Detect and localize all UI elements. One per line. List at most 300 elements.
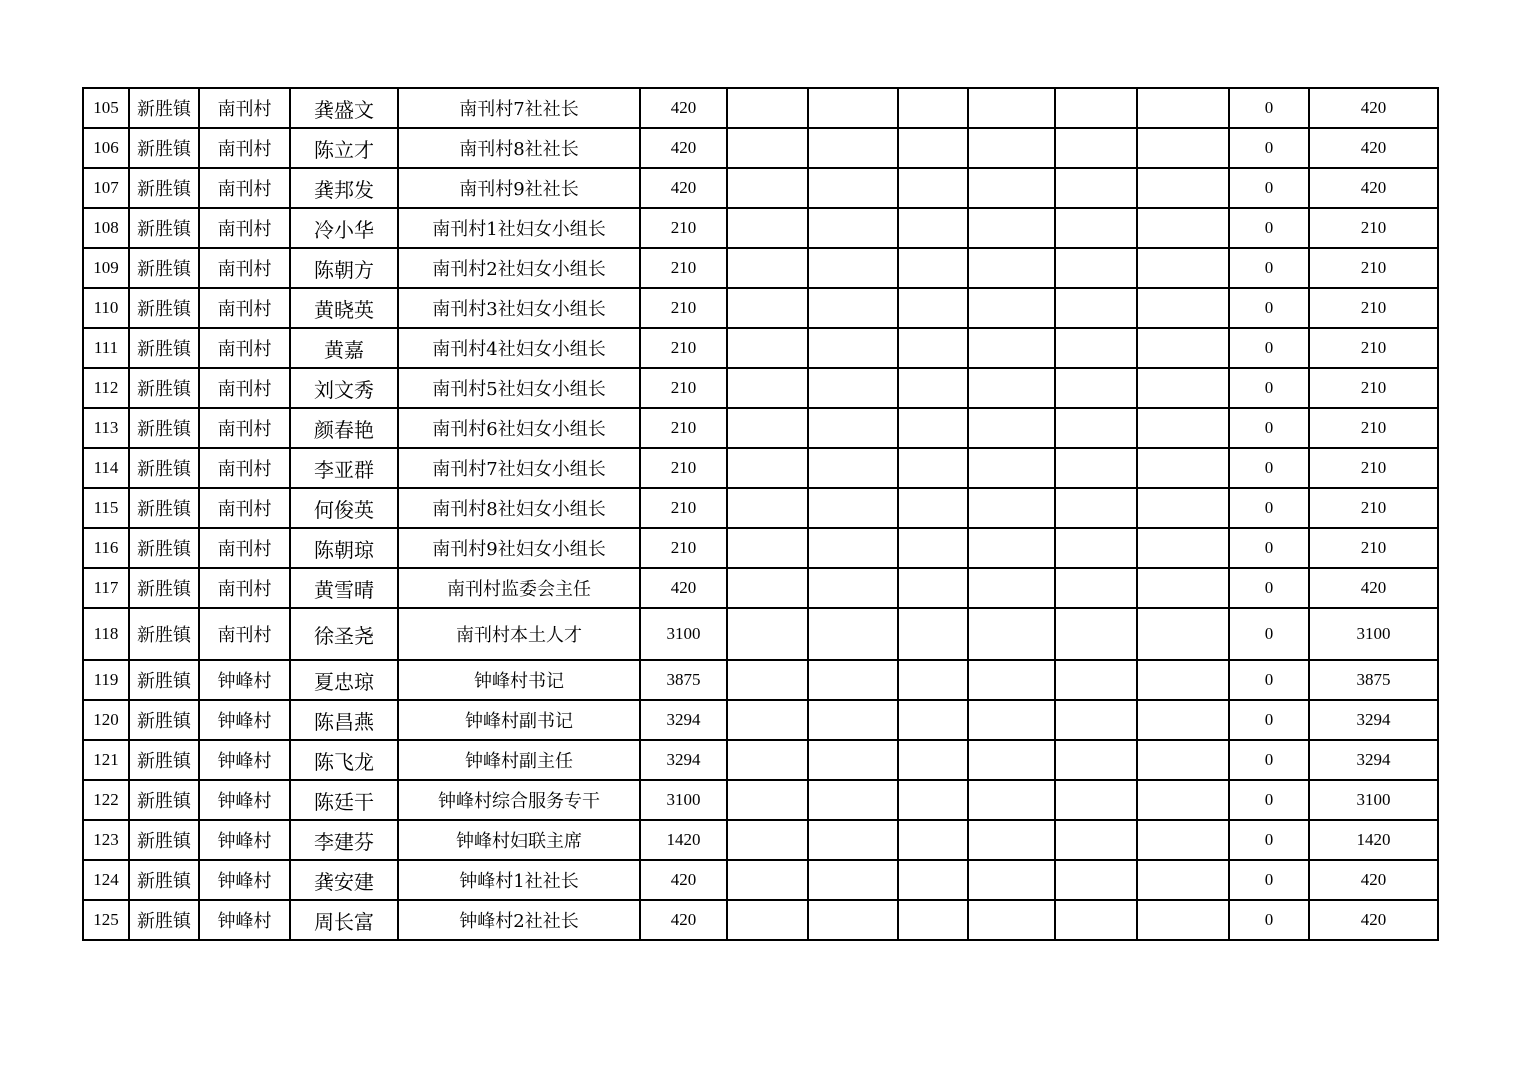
cell-index[interactable]: 119 [83,660,129,700]
cell-blank-10[interactable] [968,860,1055,900]
cell-blank-12[interactable] [1137,528,1229,568]
cell-index[interactable]: 112 [83,368,129,408]
cell-blank-11[interactable] [1055,248,1137,288]
cell-blank-9[interactable] [898,568,968,608]
cell-position[interactable]: 钟峰村1社社长 [398,860,640,900]
cell-blank-11[interactable] [1055,608,1137,660]
cell-position[interactable]: 钟峰村副主任 [398,740,640,780]
cell-blank-12[interactable] [1137,488,1229,528]
cell-deduction[interactable]: 0 [1229,900,1309,940]
cell-blank-8[interactable] [808,288,898,328]
cell-blank-11[interactable] [1055,448,1137,488]
cell-blank-9[interactable] [898,608,968,660]
cell-blank-9[interactable] [898,288,968,328]
cell-blank-11[interactable] [1055,820,1137,860]
cell-person-name[interactable]: 刘文秀 [290,368,398,408]
cell-total[interactable]: 420 [1309,88,1438,128]
table-row [83,368,1438,408]
data-table [82,87,1439,941]
cell-index[interactable]: 113 [83,408,129,448]
cell-village[interactable]: 钟峰村 [199,740,290,780]
cell-blank-12[interactable] [1137,208,1229,248]
cell-blank-8[interactable] [808,900,898,940]
cell-person-name[interactable]: 徐圣尧 [290,608,398,660]
table-row [83,860,1438,900]
table-row [83,288,1438,328]
cell-person-name[interactable]: 龚安建 [290,860,398,900]
cell-position[interactable]: 南刊村9社妇女小组长 [398,528,640,568]
cell-deduction[interactable]: 0 [1229,168,1309,208]
cell-blank-7[interactable] [727,528,808,568]
cell-person-name[interactable]: 龚盛文 [290,88,398,128]
cell-deduction[interactable]: 0 [1229,700,1309,740]
cell-village[interactable]: 钟峰村 [199,700,290,740]
cell-person-name[interactable]: 李亚群 [290,448,398,488]
cell-position[interactable]: 钟峰村综合服务专干 [398,780,640,820]
cell-blank-11[interactable] [1055,700,1137,740]
cell-blank-11[interactable] [1055,128,1137,168]
cell-blank-12[interactable] [1137,448,1229,488]
cell-blank-7[interactable] [727,900,808,940]
table-row [83,448,1438,488]
cell-village[interactable]: 钟峰村 [199,780,290,820]
cell-town[interactable]: 新胜镇 [129,820,199,860]
cell-deduction[interactable]: 0 [1229,568,1309,608]
cell-deduction[interactable]: 0 [1229,780,1309,820]
cell-amount[interactable]: 3294 [640,700,727,740]
cell-total[interactable]: 210 [1309,408,1438,448]
cell-blank-11[interactable] [1055,740,1137,780]
cell-person-name[interactable]: 夏忠琼 [290,660,398,700]
cell-blank-10[interactable] [968,288,1055,328]
cell-index[interactable]: 115 [83,488,129,528]
cell-blank-10[interactable] [968,168,1055,208]
cell-village[interactable]: 南刊村 [199,408,290,448]
cell-blank-8[interactable] [808,168,898,208]
cell-amount[interactable]: 420 [640,900,727,940]
cell-town[interactable]: 新胜镇 [129,700,199,740]
cell-town[interactable]: 新胜镇 [129,568,199,608]
cell-blank-8[interactable] [808,368,898,408]
cell-village[interactable]: 南刊村 [199,448,290,488]
cell-village[interactable]: 钟峰村 [199,820,290,860]
cell-person-name[interactable]: 黄嘉 [290,328,398,368]
cell-village[interactable]: 南刊村 [199,88,290,128]
cell-deduction[interactable]: 0 [1229,288,1309,328]
cell-deduction[interactable]: 0 [1229,740,1309,780]
cell-town[interactable]: 新胜镇 [129,168,199,208]
cell-blank-12[interactable] [1137,288,1229,328]
cell-blank-11[interactable] [1055,660,1137,700]
cell-blank-7[interactable] [727,568,808,608]
cell-blank-9[interactable] [898,88,968,128]
cell-position[interactable]: 南刊村7社妇女小组长 [398,448,640,488]
cell-blank-7[interactable] [727,368,808,408]
cell-blank-9[interactable] [898,820,968,860]
cell-town[interactable]: 新胜镇 [129,900,199,940]
cell-amount[interactable]: 210 [640,288,727,328]
cell-blank-7[interactable] [727,700,808,740]
cell-blank-10[interactable] [968,900,1055,940]
cell-blank-8[interactable] [808,528,898,568]
cell-blank-8[interactable] [808,408,898,448]
cell-index[interactable]: 111 [83,328,129,368]
cell-town[interactable]: 新胜镇 [129,128,199,168]
cell-total[interactable]: 210 [1309,288,1438,328]
cell-position[interactable]: 钟峰村妇联主席 [398,820,640,860]
cell-town[interactable]: 新胜镇 [129,328,199,368]
cell-blank-11[interactable] [1055,568,1137,608]
cell-blank-10[interactable] [968,248,1055,288]
cell-total[interactable]: 420 [1309,128,1438,168]
cell-blank-11[interactable] [1055,900,1137,940]
cell-person-name[interactable]: 周长富 [290,900,398,940]
cell-village[interactable]: 南刊村 [199,128,290,168]
cell-town[interactable]: 新胜镇 [129,208,199,248]
cell-blank-9[interactable] [898,488,968,528]
cell-person-name[interactable]: 冷小华 [290,208,398,248]
cell-blank-10[interactable] [968,700,1055,740]
cell-blank-8[interactable] [808,780,898,820]
cell-position[interactable]: 钟峰村书记 [398,660,640,700]
cell-index[interactable]: 108 [83,208,129,248]
cell-amount[interactable]: 210 [640,488,727,528]
cell-blank-8[interactable] [808,608,898,660]
cell-index[interactable]: 110 [83,288,129,328]
cell-blank-7[interactable] [727,408,808,448]
cell-total[interactable]: 420 [1309,568,1438,608]
cell-total[interactable]: 1420 [1309,820,1438,860]
cell-blank-11[interactable] [1055,368,1137,408]
cell-village[interactable]: 南刊村 [199,528,290,568]
cell-blank-7[interactable] [727,488,808,528]
cell-position[interactable]: 南刊村监委会主任 [398,568,640,608]
cell-blank-9[interactable] [898,128,968,168]
cell-deduction[interactable]: 0 [1229,820,1309,860]
cell-person-name[interactable]: 黄雪晴 [290,568,398,608]
cell-person-name[interactable]: 黄晓英 [290,288,398,328]
cell-deduction[interactable]: 0 [1229,488,1309,528]
cell-person-name[interactable]: 陈朝方 [290,248,398,288]
cell-town[interactable]: 新胜镇 [129,248,199,288]
cell-total[interactable]: 3875 [1309,660,1438,700]
cell-index[interactable]: 120 [83,700,129,740]
cell-blank-11[interactable] [1055,860,1137,900]
cell-blank-7[interactable] [727,208,808,248]
cell-blank-7[interactable] [727,780,808,820]
cell-total[interactable]: 3100 [1309,780,1438,820]
cell-position[interactable]: 南刊村2社妇女小组长 [398,248,640,288]
cell-blank-9[interactable] [898,168,968,208]
cell-town[interactable]: 新胜镇 [129,448,199,488]
cell-deduction[interactable]: 0 [1229,660,1309,700]
cell-amount[interactable]: 210 [640,328,727,368]
cell-total[interactable]: 3294 [1309,700,1438,740]
cell-person-name[interactable]: 何俊英 [290,488,398,528]
cell-blank-7[interactable] [727,660,808,700]
cell-blank-10[interactable] [968,568,1055,608]
cell-blank-11[interactable] [1055,328,1137,368]
cell-person-name[interactable]: 陈廷干 [290,780,398,820]
cell-amount[interactable]: 420 [640,568,727,608]
cell-blank-9[interactable] [898,328,968,368]
cell-blank-8[interactable] [808,208,898,248]
cell-village[interactable]: 南刊村 [199,368,290,408]
cell-blank-11[interactable] [1055,408,1137,448]
cell-index[interactable]: 107 [83,168,129,208]
cell-total[interactable]: 210 [1309,328,1438,368]
cell-village[interactable]: 钟峰村 [199,660,290,700]
cell-blank-12[interactable] [1137,820,1229,860]
cell-blank-7[interactable] [727,860,808,900]
cell-blank-9[interactable] [898,248,968,288]
cell-town[interactable]: 新胜镇 [129,608,199,660]
cell-person-name[interactable]: 龚邦发 [290,168,398,208]
cell-amount[interactable]: 210 [640,448,727,488]
cell-blank-8[interactable] [808,568,898,608]
cell-blank-7[interactable] [727,448,808,488]
cell-blank-9[interactable] [898,700,968,740]
cell-village[interactable]: 南刊村 [199,168,290,208]
cell-total[interactable]: 3100 [1309,608,1438,660]
cell-town[interactable]: 新胜镇 [129,368,199,408]
cell-blank-12[interactable] [1137,740,1229,780]
cell-index[interactable]: 122 [83,780,129,820]
cell-total[interactable]: 210 [1309,208,1438,248]
cell-amount[interactable]: 3875 [640,660,727,700]
cell-blank-8[interactable] [808,740,898,780]
cell-blank-10[interactable] [968,448,1055,488]
cell-blank-9[interactable] [898,408,968,448]
cell-village[interactable]: 南刊村 [199,208,290,248]
cell-total[interactable]: 210 [1309,368,1438,408]
cell-index[interactable]: 105 [83,88,129,128]
cell-deduction[interactable]: 0 [1229,448,1309,488]
cell-amount[interactable]: 210 [640,208,727,248]
cell-position[interactable]: 南刊村3社妇女小组长 [398,288,640,328]
cell-total[interactable]: 3294 [1309,740,1438,780]
cell-blank-8[interactable] [808,660,898,700]
cell-blank-8[interactable] [808,248,898,288]
cell-blank-8[interactable] [808,820,898,860]
cell-amount[interactable]: 420 [640,128,727,168]
cell-amount[interactable]: 210 [640,368,727,408]
cell-blank-12[interactable] [1137,168,1229,208]
cell-position[interactable]: 南刊村本土人才 [398,608,640,660]
cell-village[interactable]: 钟峰村 [199,900,290,940]
cell-deduction[interactable]: 0 [1229,608,1309,660]
cell-person-name[interactable]: 陈昌燕 [290,700,398,740]
cell-total[interactable]: 420 [1309,900,1438,940]
cell-amount[interactable]: 210 [640,248,727,288]
cell-amount[interactable]: 1420 [640,820,727,860]
cell-blank-9[interactable] [898,368,968,408]
cell-blank-11[interactable] [1055,780,1137,820]
cell-blank-7[interactable] [727,248,808,288]
cell-blank-7[interactable] [727,608,808,660]
cell-village[interactable]: 南刊村 [199,568,290,608]
cell-village[interactable]: 南刊村 [199,248,290,288]
cell-blank-10[interactable] [968,820,1055,860]
cell-deduction[interactable]: 0 [1229,408,1309,448]
cell-town[interactable]: 新胜镇 [129,288,199,328]
cell-blank-7[interactable] [727,740,808,780]
table-row [83,168,1438,208]
cell-blank-8[interactable] [808,448,898,488]
cell-blank-10[interactable] [968,608,1055,660]
cell-position[interactable]: 南刊村8社妇女小组长 [398,488,640,528]
cell-blank-11[interactable] [1055,168,1137,208]
cell-blank-12[interactable] [1137,128,1229,168]
cell-blank-10[interactable] [968,660,1055,700]
cell-blank-12[interactable] [1137,608,1229,660]
cell-blank-12[interactable] [1137,408,1229,448]
cell-amount[interactable]: 420 [640,168,727,208]
cell-blank-8[interactable] [808,700,898,740]
cell-deduction[interactable]: 0 [1229,248,1309,288]
cell-position[interactable]: 钟峰村2社社长 [398,900,640,940]
cell-amount[interactable]: 210 [640,408,727,448]
cell-index[interactable]: 106 [83,128,129,168]
cell-deduction[interactable]: 0 [1229,860,1309,900]
cell-blank-7[interactable] [727,328,808,368]
cell-total[interactable]: 210 [1309,488,1438,528]
cell-index[interactable]: 121 [83,740,129,780]
cell-blank-10[interactable] [968,780,1055,820]
cell-deduction[interactable]: 0 [1229,368,1309,408]
cell-town[interactable]: 新胜镇 [129,408,199,448]
cell-position[interactable]: 南刊村1社妇女小组长 [398,208,640,248]
cell-position[interactable]: 南刊村6社妇女小组长 [398,408,640,448]
cell-blank-12[interactable] [1137,900,1229,940]
cell-index[interactable]: 109 [83,248,129,288]
cell-blank-7[interactable] [727,168,808,208]
cell-amount[interactable]: 3100 [640,780,727,820]
cell-position[interactable]: 南刊村8社社长 [398,128,640,168]
cell-blank-10[interactable] [968,328,1055,368]
cell-position[interactable]: 南刊村5社妇女小组长 [398,368,640,408]
cell-index[interactable]: 125 [83,900,129,940]
cell-blank-7[interactable] [727,88,808,128]
cell-blank-9[interactable] [898,860,968,900]
cell-deduction[interactable]: 0 [1229,328,1309,368]
cell-amount[interactable]: 3100 [640,608,727,660]
cell-deduction[interactable]: 0 [1229,528,1309,568]
cell-blank-9[interactable] [898,900,968,940]
cell-town[interactable]: 新胜镇 [129,528,199,568]
cell-blank-9[interactable] [898,740,968,780]
cell-blank-12[interactable] [1137,860,1229,900]
cell-person-name[interactable]: 陈朝琼 [290,528,398,568]
cell-blank-9[interactable] [898,448,968,488]
cell-town[interactable]: 新胜镇 [129,88,199,128]
cell-person-name[interactable]: 颜春艳 [290,408,398,448]
cell-village[interactable]: 钟峰村 [199,860,290,900]
cell-amount[interactable]: 420 [640,88,727,128]
cell-blank-8[interactable] [808,860,898,900]
cell-blank-11[interactable] [1055,208,1137,248]
cell-blank-12[interactable] [1137,368,1229,408]
cell-blank-8[interactable] [808,128,898,168]
cell-blank-11[interactable] [1055,488,1137,528]
cell-position[interactable]: 南刊村4社妇女小组长 [398,328,640,368]
cell-deduction[interactable]: 0 [1229,128,1309,168]
cell-blank-12[interactable] [1137,660,1229,700]
cell-town[interactable]: 新胜镇 [129,780,199,820]
cell-blank-8[interactable] [808,88,898,128]
cell-amount[interactable]: 3294 [640,740,727,780]
cell-amount[interactable]: 420 [640,860,727,900]
cell-blank-10[interactable] [968,88,1055,128]
cell-town[interactable]: 新胜镇 [129,740,199,780]
cell-blank-11[interactable] [1055,288,1137,328]
cell-blank-9[interactable] [898,660,968,700]
cell-index[interactable]: 123 [83,820,129,860]
cell-person-name[interactable]: 陈飞龙 [290,740,398,780]
cell-blank-10[interactable] [968,740,1055,780]
cell-blank-12[interactable] [1137,328,1229,368]
cell-index[interactable]: 124 [83,860,129,900]
cell-blank-8[interactable] [808,488,898,528]
cell-town[interactable]: 新胜镇 [129,860,199,900]
cell-deduction[interactable]: 0 [1229,208,1309,248]
cell-blank-10[interactable] [968,408,1055,448]
cell-deduction[interactable]: 0 [1229,88,1309,128]
cell-town[interactable]: 新胜镇 [129,488,199,528]
cell-index[interactable]: 114 [83,448,129,488]
cell-blank-10[interactable] [968,128,1055,168]
cell-total[interactable]: 420 [1309,860,1438,900]
cell-village[interactable]: 南刊村 [199,328,290,368]
cell-blank-8[interactable] [808,328,898,368]
cell-blank-11[interactable] [1055,88,1137,128]
cell-blank-9[interactable] [898,528,968,568]
cell-blank-11[interactable] [1055,528,1137,568]
cell-blank-7[interactable] [727,288,808,328]
cell-index[interactable]: 116 [83,528,129,568]
cell-blank-10[interactable] [968,488,1055,528]
cell-blank-7[interactable] [727,820,808,860]
cell-total[interactable]: 210 [1309,528,1438,568]
cell-total[interactable]: 210 [1309,448,1438,488]
cell-person-name[interactable]: 李建芬 [290,820,398,860]
cell-village[interactable]: 南刊村 [199,288,290,328]
cell-position[interactable]: 南刊村9社社长 [398,168,640,208]
cell-person-name[interactable]: 陈立才 [290,128,398,168]
cell-blank-12[interactable] [1137,248,1229,288]
cell-total[interactable]: 420 [1309,168,1438,208]
cell-blank-10[interactable] [968,368,1055,408]
cell-blank-12[interactable] [1137,700,1229,740]
cell-index[interactable]: 118 [83,608,129,660]
cell-blank-10[interactable] [968,208,1055,248]
cell-town[interactable]: 新胜镇 [129,660,199,700]
cell-blank-12[interactable] [1137,780,1229,820]
cell-blank-9[interactable] [898,208,968,248]
cell-village[interactable]: 南刊村 [199,608,290,660]
cell-total[interactable]: 210 [1309,248,1438,288]
cell-village[interactable]: 南刊村 [199,488,290,528]
cell-blank-9[interactable] [898,780,968,820]
cell-amount[interactable]: 210 [640,528,727,568]
cell-position[interactable]: 钟峰村副书记 [398,700,640,740]
cell-blank-12[interactable] [1137,88,1229,128]
cell-position[interactable]: 南刊村7社社长 [398,88,640,128]
cell-blank-7[interactable] [727,128,808,168]
cell-index[interactable]: 117 [83,568,129,608]
cell-blank-12[interactable] [1137,568,1229,608]
cell-blank-10[interactable] [968,528,1055,568]
